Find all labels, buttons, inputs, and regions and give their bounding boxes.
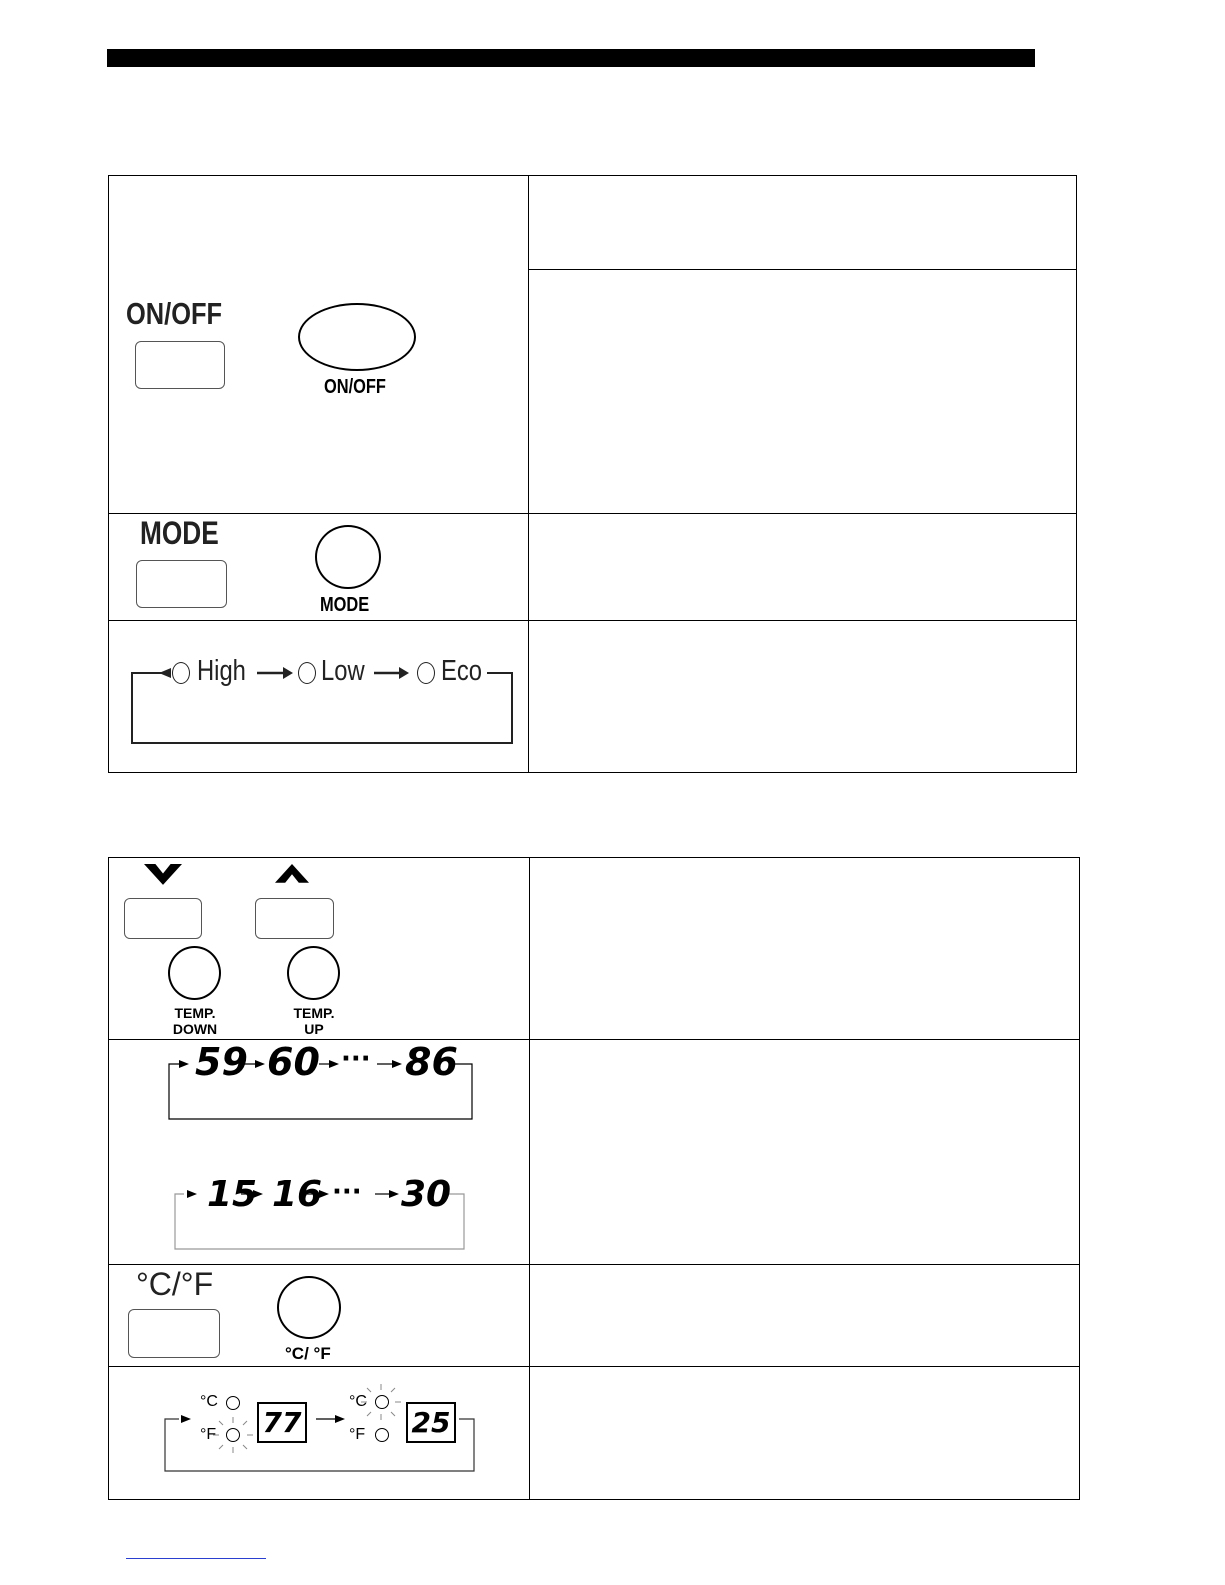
unit-cycle-diagram	[109, 1367, 529, 1501]
temp-up-panel-button[interactable]	[255, 898, 334, 939]
unit-f-indicator-1-lit	[226, 1428, 240, 1442]
fahrenheit-next: 60	[267, 1040, 320, 1084]
mode-label-eco: Eco	[441, 655, 482, 687]
fahrenheit-max: 86	[405, 1040, 458, 1084]
celsius-next: 16	[272, 1174, 323, 1215]
mode-remote-label: MODE	[320, 594, 370, 616]
mode-indicator-low	[298, 662, 316, 684]
temp-down-label	[164, 1005, 226, 1037]
mode-label-low: Low	[321, 655, 365, 687]
temp-range-row	[109, 1040, 1079, 1265]
temp-down-remote-button[interactable]	[168, 946, 221, 1000]
onoff-panel-button[interactable]	[135, 341, 225, 389]
unit-c-label-1: °C	[200, 1393, 218, 1410]
onoff-panel-label: ON/OFF	[126, 296, 223, 331]
temp-down-panel-button[interactable]	[124, 898, 202, 939]
fahrenheit-display	[257, 1402, 307, 1443]
mode-indicator-high	[172, 662, 190, 684]
mode-row	[109, 514, 1076, 621]
mode-indicator-eco	[417, 662, 435, 684]
unit-f-indicator-2	[375, 1428, 389, 1442]
chevron-down-icon	[144, 864, 184, 890]
temp-up-label-line2: UP	[304, 1021, 324, 1037]
fahrenheit-display-value: 77	[262, 1406, 302, 1439]
mode-cycle-arrows	[109, 621, 529, 774]
unit-c-label-2: °C	[349, 1393, 367, 1410]
control-table-2	[108, 857, 1080, 1500]
unit-f-label-2: °F	[349, 1426, 366, 1443]
temp-up-label	[283, 1005, 345, 1037]
temp-buttons-row	[109, 858, 1079, 1040]
unit-panel-button[interactable]	[128, 1309, 220, 1358]
onoff-remote-button[interactable]	[298, 303, 416, 371]
unit-remote-label: °C/ °F	[285, 1344, 331, 1363]
unit-remote-button[interactable]	[277, 1276, 341, 1339]
footer-link-underline	[126, 1558, 266, 1559]
celsius-max: 30	[401, 1174, 452, 1215]
fahrenheit-ellipsis: ···	[341, 1044, 371, 1074]
mode-label-high: High	[197, 655, 246, 687]
control-table-1	[108, 175, 1077, 773]
mode-remote-button[interactable]	[315, 525, 381, 589]
mode-cycle-row	[109, 621, 1076, 774]
temp-down-label-line2: DOWN	[172, 1021, 218, 1037]
celsius-display	[406, 1402, 456, 1443]
temp-up-label-line1: TEMP.	[293, 1005, 335, 1021]
description-divider	[528, 269, 1076, 270]
fahrenheit-min: 59	[195, 1040, 248, 1084]
celsius-ellipsis: ···	[332, 1177, 362, 1207]
unit-f-label-1: °F	[200, 1426, 217, 1443]
unit-buttons-row	[109, 1265, 1079, 1367]
temp-down-label-line1: TEMP.	[174, 1005, 216, 1021]
onoff-remote-label: ON/OFF	[324, 376, 386, 398]
celsius-min: 15	[207, 1174, 258, 1215]
mode-panel-button[interactable]	[136, 560, 227, 608]
onoff-row	[109, 176, 1076, 514]
unit-panel-label: °C/°F	[136, 1266, 214, 1302]
celsius-display-value: 25	[411, 1406, 451, 1439]
header-bar	[107, 49, 1035, 67]
unit-c-indicator-1	[226, 1396, 240, 1410]
unit-c-indicator-2-lit	[375, 1395, 389, 1409]
mode-panel-label: MODE	[140, 515, 219, 551]
chevron-up-icon	[275, 864, 315, 890]
unit-cycle-row	[109, 1367, 1079, 1501]
temp-up-remote-button[interactable]	[287, 946, 340, 1000]
